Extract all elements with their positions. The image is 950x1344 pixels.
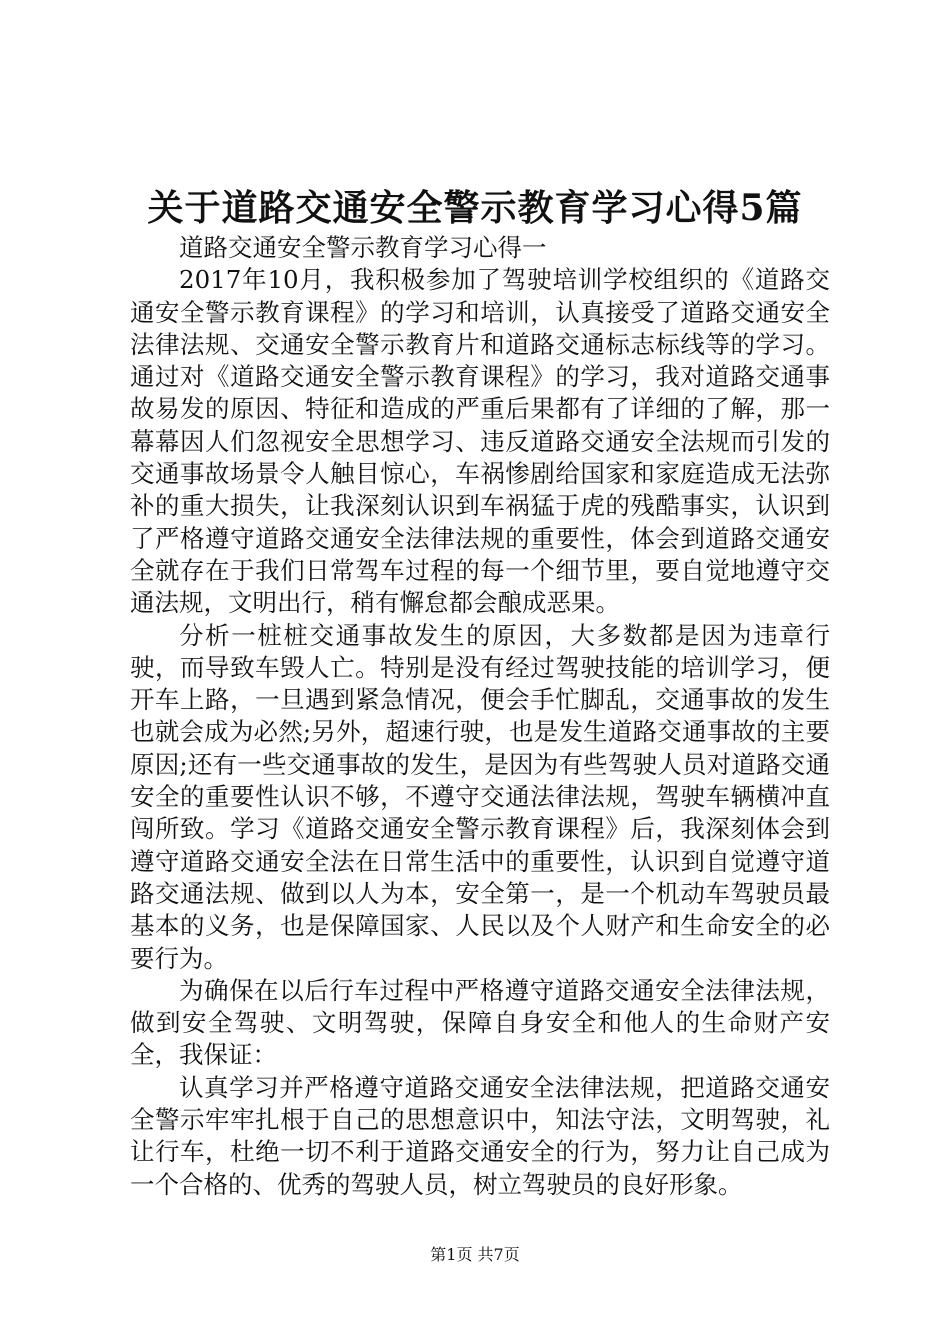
page-number-footer: 第1页 共7页 — [430, 1245, 520, 1264]
document-body — [130, 232, 830, 1201]
document-title: 关于道路交通安全警示教育学习心得5篇 — [147, 187, 803, 229]
section-heading: 道路交通安全警示教育学习心得一 — [179, 233, 547, 262]
paragraph: 2017年10月，我积极参加了驾驶培训学校组织的《道路交通安全警示教育课程》的学习和培训，认真接受了道路交通安全法律法规、交通安全警示教育片和道路交通标志标线等的学习。通过对《道路交通安全警示教育课程》的学习，我对道路交通事故易发的原因、特征和造成的严重后果都有了详细的了解，那一幕幕因人们忽视安全思想学习、违反道路交通安全法规而引发的交通事故场景令人触目惊心，车祸惨剧给国家和家庭造成无法弥补的重大损失，让我深刻认识到车祸猛于虎的残酷事实，认识到了严格遵守道路交通安全法律法规的重要性，体会到道路交通安全就存在于我们日常驾车过程的每一个细节里，要自觉地遵守交通法规，文明出行，稍有懈怠都会酿成恶果。 — [130, 265, 830, 618]
paragraph: 为确保在以后行车过程中严格遵守道路交通安全法律法规，做到安全驾驶、文明驾驶，保障自身安全和他人的生命财产安全，我保证： — [130, 975, 830, 1070]
paragraph: 分析一桩桩交通事故发生的原因，大多数都是因为违章行驶，而导致车毁人亡。特别是没有经过驾驶技能的培训学习，便开车上路，一旦遇到紧急情况，便会手忙脚乱，交通事故的发生也就会成为必然;另外，超速行驶，也是发生道路交通事故的主要原因;还有一些交通事故的发生，是因为有些驾驶人员对道路交通安全的重要性认识不够，不遵守交通法律法规，驾驶车辆横冲直闯所致。学习《道路交通安全警示教育课程》后，我深刻体会到遵守道路交通安全法在日常生活中的重要性，认识到自觉遵守道路交通法规、做到以人为本，安全第一，是一个机动车驾驶员最基本的义务，也是保障国家、人民以及个人财产和生命安全的必要行为。 — [130, 620, 830, 973]
paragraph: 认真学习并严格遵守道路交通安全法律法规，把道路交通安全警示牢牢扎根于自己的思想意识中，知法守法，文明驾驶，礼让行车，杜绝一切不利于道路交通安全的行为，努力让自己成为一个合格的、优秀的驾驶人员，树立驾驶员的良好形象。 — [130, 1072, 830, 1199]
